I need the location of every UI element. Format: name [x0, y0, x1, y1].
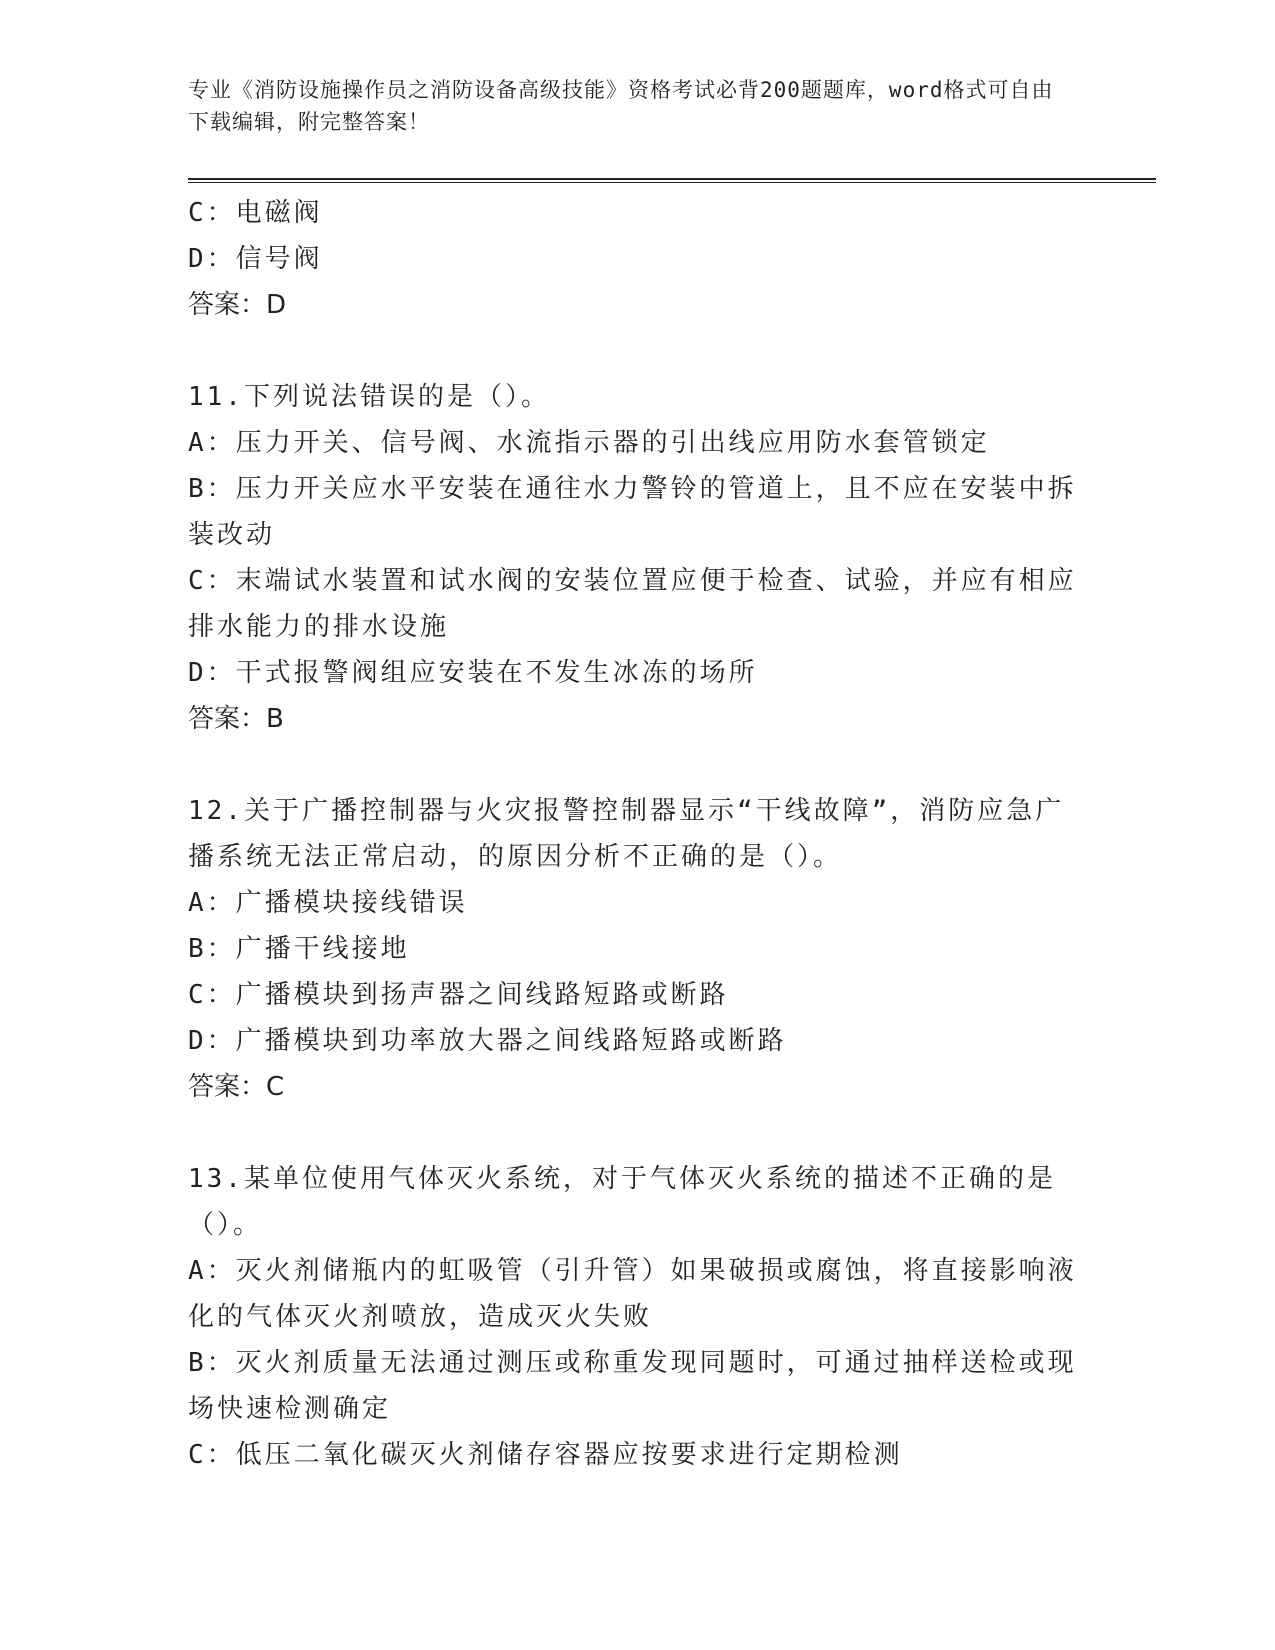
prev-answer: 答案：D: [188, 290, 287, 320]
q12-option-c: C：广播模块到扬声器之间线路短路或断路: [188, 980, 729, 1010]
q13-option-a: A：灭火剂储瓶内的虹吸管（引升管）如果破损或腐蚀，将直接影响液化的气体灭火剂喷放，造成灭火失败: [188, 1256, 1077, 1332]
page-header-title: 专业《消防设施操作员之消防设备高级技能》资格考试必背200题题库，word格式可自由下载编辑，附完整答案！: [188, 78, 1054, 134]
spacer: [188, 328, 1088, 374]
prev-option-d: D：信号阀: [188, 244, 323, 274]
header-divider-thick: [188, 178, 1156, 180]
q12-option-a: A：广播模块接线错误: [188, 888, 468, 918]
spacer: [188, 1110, 1088, 1156]
spacer: [188, 742, 1088, 788]
q12-answer: 答案：C: [188, 1072, 285, 1102]
q13-option-c: C：低压二氧化碳灭火剂储存容器应按要求进行定期检测: [188, 1440, 903, 1470]
q13-question: 13.某单位使用气体灭火系统，对于气体灭火系统的描述不正确的是（）。: [188, 1164, 1056, 1240]
q11-option-c: C：末端试水装置和试水阀的安装位置应便于检查、试验，并应有相应排水能力的排水设施: [188, 566, 1077, 642]
q11-option-a: A：压力开关、信号阀、水流指示器的引出线应用防水套管锁定: [188, 428, 990, 458]
header-divider-thin: [188, 182, 1156, 183]
q11-option-b: B：压力开关应水平安装在通往水力警铃的管道上，且不应在安装中拆装改动: [188, 474, 1077, 550]
q11-answer: 答案：B: [188, 704, 284, 734]
q12-option-b: B：广播干线接地: [188, 934, 410, 964]
q11-option-d: D：干式报警阀组应安装在不发生冰冻的场所: [188, 658, 758, 688]
q11-question: 11.下列说法错误的是（）。: [188, 382, 550, 412]
question-content: [188, 190, 1088, 1478]
q12-question: 12.关于广播控制器与火灾报警控制器显示“干线故障”，消防应急广播系统无法正常启动，的原因分析不正确的是（）。: [188, 796, 1065, 872]
prev-option-c: C：电磁阀: [188, 198, 323, 228]
q13-option-b: B：灭火剂质量无法通过测压或称重发现同题时，可通过抽样送检或现场快速检测确定: [188, 1348, 1077, 1424]
q12-option-d: D：广播模块到功率放大器之间线路短路或断路: [188, 1026, 787, 1056]
